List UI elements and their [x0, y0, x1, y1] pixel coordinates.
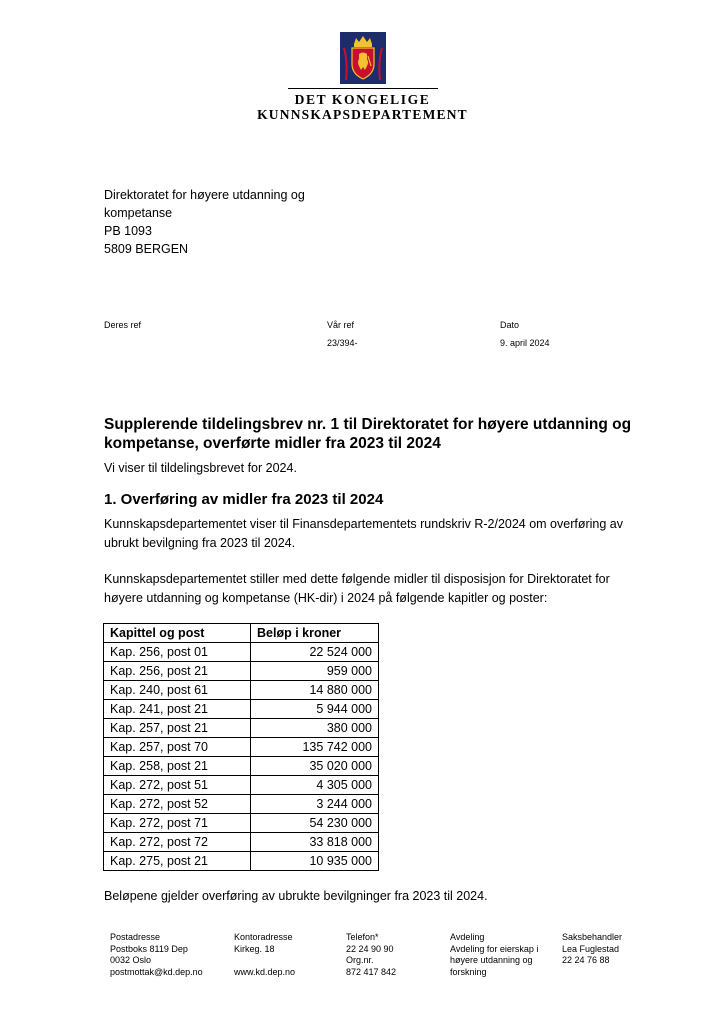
chapter-cell: Kap. 258, post 21 [104, 757, 251, 776]
footer-office-address [234, 932, 295, 978]
table-row [104, 852, 379, 871]
logo-text-line1: DET KONGELIGE [294, 92, 431, 107]
footer-heading: Saksbehandler [562, 932, 623, 942]
footer-line: høyere utdanning og [450, 955, 533, 965]
table-row [104, 776, 379, 795]
footer-line: Kirkeg. 18 [234, 943, 275, 954]
footer-website: www.kd.dep.no [234, 966, 296, 977]
table-row [104, 643, 379, 662]
address-line: 5809 BERGEN [104, 242, 189, 256]
footer-line: Org.nr. [346, 955, 374, 965]
chapter-cell: Kap. 275, post 21 [104, 852, 251, 871]
body-paragraph-2: Kunnskapsdepartementet stiller med dette følgende midler til disposisjon for Direktoratet for høyere utdanning og kompetanse (HK-dir) i 2024 på følgende kapitler og poster: [104, 572, 610, 605]
amount-cell: 135 742 000 [251, 738, 379, 757]
var-ref-value: 23/394- [327, 338, 358, 348]
footer-line: 872 417 842 [346, 966, 397, 977]
column-header-amount: Beløp i kroner [251, 624, 379, 643]
amount-cell: 10 935 000 [251, 852, 379, 871]
funds-table [103, 623, 379, 871]
footer-line: Avdeling for eierskap i [450, 943, 539, 954]
body-paragraph-1: Kunnskapsdepartementet viser til Finansdepartementets rundskriv R-2/2024 om overføring av ubrukt bevilgning fra 2023 til 2024. [104, 517, 624, 550]
amount-cell: 22 524 000 [251, 643, 379, 662]
table-row [104, 662, 379, 681]
table-row [104, 681, 379, 700]
amount-cell: 33 818 000 [251, 833, 379, 852]
footer-heading: Kontoradresse [234, 932, 293, 942]
address-line: Direktoratet for høyere utdanning og [104, 188, 305, 202]
chapter-cell: Kap. 240, post 61 [104, 681, 251, 700]
deres-ref-label: Deres ref [104, 320, 142, 330]
coat-of-arms-icon [340, 32, 386, 84]
logo-text-line2: KUNNSKAPSDEPARTEMENT [257, 107, 468, 122]
chapter-cell: Kap. 256, post 21 [104, 662, 251, 681]
footer-heading: Postadresse [110, 932, 161, 942]
logo-divider [288, 88, 438, 89]
footer-line: 22 24 76 88 [562, 955, 610, 965]
chapter-cell: Kap. 241, post 21 [104, 700, 251, 719]
table-row [104, 757, 379, 776]
footer-line: 0032 Oslo [110, 955, 152, 965]
chapter-cell: Kap. 257, post 70 [104, 738, 251, 757]
table-row [104, 814, 379, 833]
recipient-address [104, 186, 305, 258]
table-header-row [104, 624, 379, 643]
footer-line: forskning [450, 966, 487, 977]
chapter-cell: Kap. 272, post 71 [104, 814, 251, 833]
var-ref-label: Vår ref [327, 320, 355, 330]
ministry-logo [0, 32, 725, 122]
table-row [104, 738, 379, 757]
letter-title: Supplerende tildelingsbrev nr. 1 til Direktoratet for høyere utdanning og kompetanse, overførte midler fra 2023 til 2024 [104, 416, 632, 452]
table-row [104, 700, 379, 719]
closing-paragraph: Beløpene gjelder overføring av ubrukte bevilgninger fra 2023 til 2024. [104, 889, 488, 903]
amount-cell: 14 880 000 [251, 681, 379, 700]
chapter-cell: Kap. 256, post 01 [104, 643, 251, 662]
amount-cell: 3 244 000 [251, 795, 379, 814]
table-row [104, 833, 379, 852]
address-line: kompetanse [104, 206, 173, 220]
chapter-cell: Kap. 272, post 72 [104, 833, 251, 852]
footer-spacer [234, 955, 295, 967]
amount-cell: 5 944 000 [251, 700, 379, 719]
table-row [104, 795, 379, 814]
amount-cell: 35 020 000 [251, 757, 379, 776]
footer-line: Postboks 8119 Dep [110, 943, 188, 954]
footer-line: 22 24 90 90 [346, 943, 394, 954]
amount-cell: 54 230 000 [251, 814, 379, 833]
footer-email: postmottak@kd.dep.no [110, 966, 203, 977]
chapter-cell: Kap. 272, post 51 [104, 776, 251, 795]
table-row [104, 719, 379, 738]
chapter-cell: Kap. 272, post 52 [104, 795, 251, 814]
footer-heading: Avdeling [450, 932, 485, 942]
date-value: 9. april 2024 [500, 338, 550, 348]
footer-phone [346, 932, 396, 978]
amount-cell: 380 000 [251, 719, 379, 738]
address-line: PB 1093 [104, 224, 152, 238]
amount-cell: 959 000 [251, 662, 379, 681]
footer-heading: Telefon* [346, 932, 379, 942]
column-header-chapter: Kapittel og post [104, 624, 251, 643]
chapter-cell: Kap. 257, post 21 [104, 719, 251, 738]
footer-case-officer [562, 932, 622, 967]
footer-line: Lea Fuglestad [562, 943, 620, 954]
amount-cell: 4 305 000 [251, 776, 379, 795]
section-heading: 1. Overføring av midler fra 2023 til 2024 [104, 491, 384, 508]
footer-postal-address [110, 932, 203, 978]
intro-paragraph: Vi viser til tildelingsbrevet for 2024. [104, 461, 297, 475]
footer-department [450, 932, 538, 978]
date-label: Dato [500, 320, 520, 330]
